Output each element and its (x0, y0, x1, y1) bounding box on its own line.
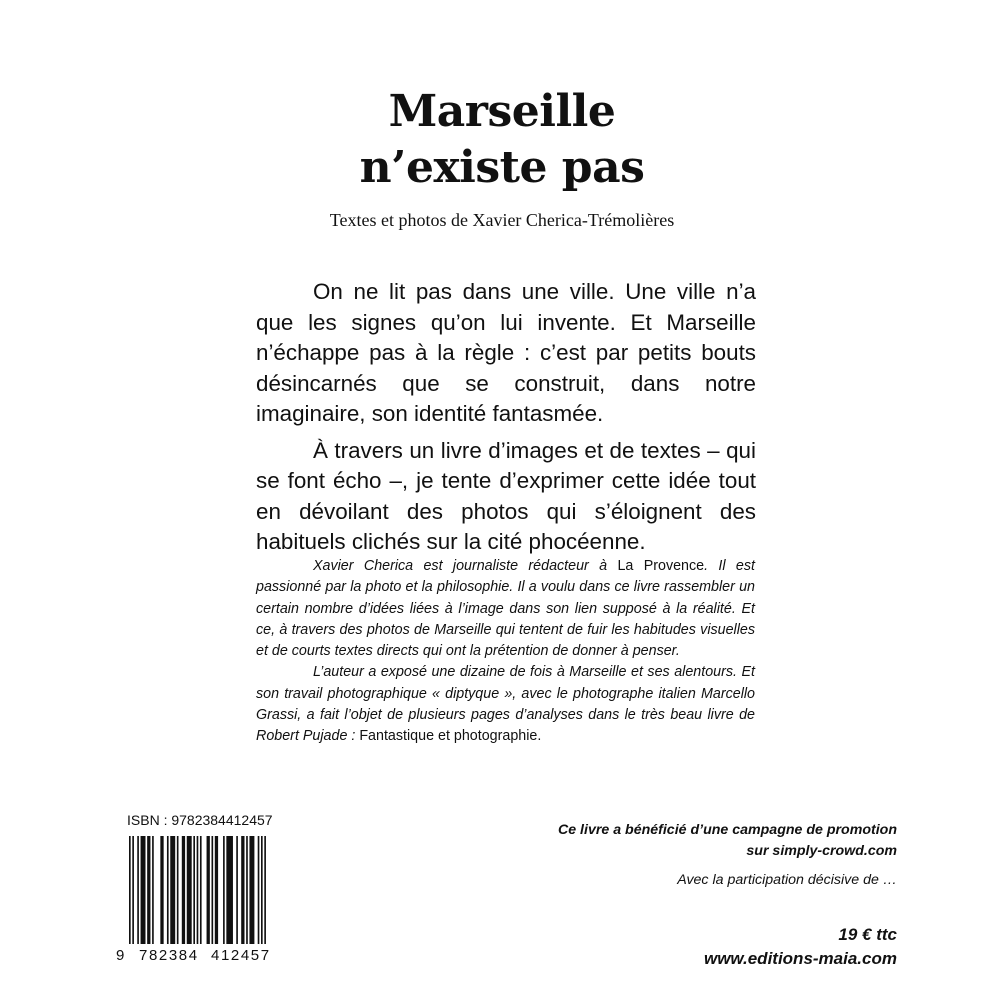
barcode-bar (226, 836, 233, 944)
barcode-bar (207, 836, 210, 944)
barcode-bar (193, 836, 195, 944)
bio-text: . (537, 728, 542, 745)
publisher-website: www.editions-maia.com (703, 949, 897, 968)
barcode-bar (187, 836, 192, 944)
barcode-bar (264, 836, 266, 944)
bio-paragraph-2 (256, 662, 755, 747)
barcode-bar (141, 836, 146, 944)
barcode-bar (177, 836, 179, 944)
barcode-bar (152, 836, 154, 944)
promo-line-1: Ce livre a bénéficié d’une campagne de promotion (557, 822, 897, 838)
barcode-bar (147, 836, 150, 944)
barcode-bar (132, 836, 134, 944)
barcode-digit-first: 9 (116, 947, 125, 964)
barcode-digits-right: 412457 (211, 947, 271, 964)
barcode-bar (167, 836, 169, 944)
title-line-1: Marseille (388, 86, 616, 137)
bio-text: . Il est passionné par la photo et la philosophie. Il a voulu dans ce livre rassembler un certain nombre d’idées liées à l’image dans son lien supposé à la réalité. Et ce, à travers des photos de Marseille qui tentent de fuir les habitudes visuelles et de courts textes directs qui ont la prétention de donner à penser. (256, 558, 755, 660)
barcode-bar (215, 836, 218, 944)
promo-line-2: sur simply-crowd.com (746, 843, 897, 859)
book-title (0, 84, 1004, 196)
blurb-paragraph-2: À travers un livre d’images et de textes – qui se font écho –, je tente d’exprimer cette idée tout en dévoilant des photos qui s’éloignent des habituels clichés sur la cité phocéenne. (256, 437, 756, 554)
barcode-bar (223, 836, 225, 944)
barcode-bar (236, 836, 238, 944)
barcode-bar (246, 836, 248, 944)
barcode-bar (137, 836, 139, 944)
newspaper-name: La Provence (617, 558, 705, 574)
barcode-digits-left: 782384 (139, 947, 199, 964)
barcode-bar (170, 836, 175, 944)
price: 19 € ttc (838, 925, 897, 944)
barcode-bar (197, 836, 199, 944)
barcode (115, 834, 285, 964)
title-line-2: n’existe pas (359, 142, 645, 193)
barcode-bar (241, 836, 244, 944)
author-credit: Textes et photos de Xavier Cherica-Trémolières (329, 210, 675, 230)
barcode-bar (200, 836, 202, 944)
bio-paragraph-1 (256, 556, 755, 662)
isbn-label: ISBN : 9782384412457 (127, 812, 273, 828)
barcode-bar (261, 836, 263, 944)
blurb-paragraph-1: On ne lit pas dans une ville. Une ville n’a que les signes qu’on lui invente. Et Marseille n’échappe pas à la règle : c’est par petits bouts désincarnés que se construit, dans notre imaginaire, son identité fantasmée. (256, 279, 756, 426)
book-blurb (256, 277, 756, 558)
barcode-bar (258, 836, 260, 944)
author-bio (256, 556, 755, 748)
promo-note (477, 820, 897, 862)
barcode-bar (129, 836, 131, 944)
barcode-bar (160, 836, 163, 944)
bio-text: L’auteur a exposé une dizaine de fois à Marseille et ses alentours. Et son travail photographique « diptyque », avec le photographe italien Marcello Grassi, a fait l’objet de plusieurs pages d’analyses dans le très beau livre de Robert Pujade : (256, 664, 755, 745)
book-reference: Fantastique et photographie (359, 728, 538, 745)
barcode-bar (182, 836, 185, 944)
participation-note: Avec la participation décisive de … (677, 872, 897, 888)
bio-text: Xavier Cherica est journaliste rédacteur à (313, 558, 618, 574)
barcode-bar (212, 836, 214, 944)
barcode-bar (249, 836, 254, 944)
